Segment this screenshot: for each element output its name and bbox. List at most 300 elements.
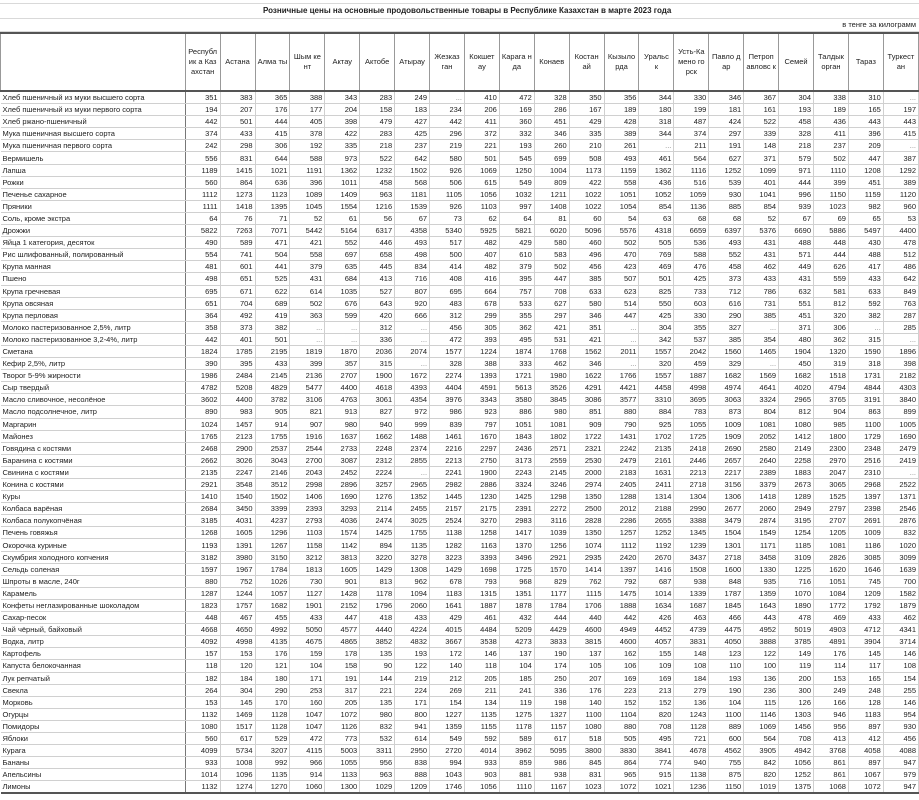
price-cell: 636 (255, 176, 290, 188)
price-cell: 106 (604, 660, 639, 672)
price-cell: 5821 (499, 225, 534, 237)
price-cell: 433 (848, 273, 883, 285)
price-cell: 537 (674, 333, 709, 345)
price-cell: 1276 (360, 491, 395, 503)
price-cell: 913 (325, 406, 360, 418)
price-cell: 249 (814, 684, 849, 696)
price-cell: 507 (604, 273, 639, 285)
price-cell: 145 (848, 648, 883, 660)
price-cell: 1823 (185, 599, 220, 611)
price-cell: 373 (709, 273, 744, 285)
price-cell: 2452 (325, 466, 360, 478)
price-cell: 2720 (430, 745, 465, 757)
price-cell: 1055 (674, 418, 709, 430)
price-cell: 444 (814, 249, 849, 261)
price-cell: 4031 (220, 515, 255, 527)
price-cell: 2195 (255, 345, 290, 357)
price-cell: 1755 (255, 430, 290, 442)
price-cell: 432 (499, 612, 534, 624)
price-cell: 1081 (534, 418, 569, 430)
price-cell: 221 (360, 684, 395, 696)
price-cell: 763 (883, 297, 918, 309)
price-cell: 632 (779, 285, 814, 297)
price-cell: 2182 (883, 370, 918, 382)
price-cell: 115 (744, 696, 779, 708)
price-cell: 1110 (499, 781, 534, 794)
price-cell: 1011 (325, 176, 360, 188)
price-cell: 493 (709, 237, 744, 249)
price-cell: 839 (430, 418, 465, 430)
price-cell: 901 (325, 575, 360, 587)
price-cell: 979 (883, 769, 918, 781)
price-cell: 62 (464, 212, 499, 224)
price-cell: 433 (744, 273, 779, 285)
price-cell: 1171 (744, 539, 779, 551)
price-cell: 821 (290, 406, 325, 418)
price-cell: 65 (848, 212, 883, 224)
price-cell: 633 (569, 285, 604, 297)
price-cell: 1429 (360, 563, 395, 575)
price-cell: 1457 (220, 418, 255, 430)
price-cell: 2012 (604, 503, 639, 515)
price-cell: 863 (848, 406, 883, 418)
price-cell: 2990 (674, 503, 709, 515)
price-cell: 1800 (814, 430, 849, 442)
price-cell: 601 (220, 261, 255, 273)
price-cell: 1502 (255, 491, 290, 503)
price-cell: 2374 (395, 442, 430, 454)
price-cell: 148 (674, 648, 709, 660)
price-cell: 430 (848, 237, 883, 249)
price-cell: 1634 (639, 599, 674, 611)
price-cell: 689 (255, 297, 290, 309)
price-cell: 3065 (814, 479, 849, 491)
price-cell: 184 (674, 672, 709, 684)
product-name: Сельдь соленая (1, 563, 186, 575)
price-cell: 442 (604, 612, 639, 624)
price-cell: 410 (464, 91, 499, 104)
price-cell: 1682 (779, 370, 814, 382)
price-cell: 1056 (779, 757, 814, 769)
price-cell: 930 (883, 720, 918, 732)
price-cell: 2247 (220, 466, 255, 478)
price-cell: 1205 (814, 527, 849, 539)
price-cell: 800 (395, 708, 430, 720)
price-cell: 774 (639, 757, 674, 769)
price-cell: 1094 (395, 587, 430, 599)
price-cell: 4591 (464, 382, 499, 394)
price-cell: 1560 (709, 345, 744, 357)
price-cell: 2474 (360, 515, 395, 527)
table-row (1, 249, 919, 261)
price-cell: 498 (395, 249, 430, 261)
price-cell: 2662 (185, 454, 220, 466)
price-cell: 1111 (185, 200, 220, 212)
price-cell: 1900 (464, 466, 499, 478)
price-cell: 472 (290, 732, 325, 744)
price-cell: 1074 (569, 539, 604, 551)
product-name: Пшено (1, 273, 186, 285)
price-cell: 171 (395, 696, 430, 708)
price-cell: 697 (325, 249, 360, 261)
price-cell: 1916 (290, 430, 325, 442)
price-cell: 1232 (360, 164, 395, 176)
price-cell: 319 (814, 358, 849, 370)
price-cell: 1163 (464, 539, 499, 551)
price-cell: ... (325, 333, 360, 345)
price-cell: 3388 (674, 515, 709, 527)
column-header: Уральс к (639, 33, 674, 91)
price-cell: 985 (814, 418, 849, 430)
product-name: Вермишель (1, 152, 186, 164)
price-cell: 396 (290, 176, 325, 188)
price-cell: 54 (604, 212, 639, 224)
price-cell: 329 (709, 358, 744, 370)
price-cell: 2145 (534, 466, 569, 478)
price-cell: 2793 (290, 515, 325, 527)
price-cell: 2886 (464, 479, 499, 491)
price-cell: 1051 (604, 188, 639, 200)
price-cell: 558 (290, 249, 325, 261)
price-cell: 443 (744, 612, 779, 624)
price-cell: 3223 (430, 551, 465, 563)
price-cell: 328 (779, 128, 814, 140)
price-cell: 194 (185, 104, 220, 116)
price-cell: 2135 (639, 442, 674, 454)
price-cell: 315 (848, 333, 883, 345)
price-cell: 493 (395, 237, 430, 249)
price-cell: 502 (604, 237, 639, 249)
price-cell: 1189 (185, 164, 220, 176)
price-cell: 1167 (534, 781, 569, 794)
price-cell: 218 (360, 140, 395, 152)
price-cell: 1112 (185, 188, 220, 200)
price-cell: 1133 (325, 769, 360, 781)
price-cell: 385 (744, 309, 779, 321)
price-cell: 3813 (325, 551, 360, 563)
price-cell: 954 (883, 708, 918, 720)
price-cell: 1072 (604, 781, 639, 794)
price-cell: 1672 (395, 370, 430, 382)
price-cell: 408 (430, 273, 465, 285)
price-cell: 300 (779, 684, 814, 696)
price-cell: 699 (534, 152, 569, 164)
price-cell: 2826 (814, 551, 849, 563)
price-cell: 5576 (604, 225, 639, 237)
price-cell: 2405 (604, 479, 639, 491)
price-cell: 1425 (499, 491, 534, 503)
price-cell: 373 (220, 321, 255, 333)
price-cell: 923 (464, 406, 499, 418)
price-cell: 644 (255, 152, 290, 164)
product-name: Сахар-песок (1, 612, 186, 624)
price-cell: 1059 (674, 188, 709, 200)
price-cell: 2655 (639, 515, 674, 527)
price-cell: 1375 (779, 781, 814, 794)
price-cell: 623 (604, 285, 639, 297)
price-cell: 1045 (290, 200, 325, 212)
price-cell: 264 (185, 684, 220, 696)
price-cell: 4998 (220, 636, 255, 648)
price-cell: 451 (848, 176, 883, 188)
price-cell: 356 (604, 91, 639, 104)
price-cell: 658 (360, 249, 395, 261)
product-name: Морковь (1, 696, 186, 708)
price-cell: 897 (848, 757, 883, 769)
price-cell: 3526 (534, 382, 569, 394)
price-cell: 4974 (709, 382, 744, 394)
price-cell: 1081 (814, 539, 849, 551)
price-cell: 1416 (639, 563, 674, 575)
product-name: Соль, кроме экстра (1, 212, 186, 224)
price-cell: 462 (883, 612, 918, 624)
price-cell: 320 (814, 309, 849, 321)
price-cell: 2707 (325, 370, 360, 382)
price-cell: 864 (220, 176, 255, 188)
column-header: Талдык орган (814, 33, 849, 91)
price-cell: 71 (255, 212, 290, 224)
price-cell: 3785 (779, 636, 814, 648)
price-cell: 1110 (814, 164, 849, 176)
price-cell: 2530 (569, 454, 604, 466)
price-cell: 505 (639, 237, 674, 249)
price-cell: 378 (290, 128, 325, 140)
price-cell: 1084 (814, 587, 849, 599)
price-cell: 599 (325, 309, 360, 321)
price-cell: 614 (395, 732, 430, 744)
price-cell: 1757 (220, 599, 255, 611)
price-cell: 583 (534, 249, 569, 261)
column-header: Республик а Казахстан (185, 33, 220, 91)
price-cell: 4600 (604, 636, 639, 648)
price-cell: 2183 (604, 466, 639, 478)
price-cell: ... (395, 321, 430, 333)
price-cell: 2677 (709, 503, 744, 515)
price-cell: 52 (744, 212, 779, 224)
price-cell: 502 (290, 297, 325, 309)
price-cell: 4354 (395, 394, 430, 406)
price-cell: 971 (779, 164, 814, 176)
column-header: Кокшет ау (464, 33, 499, 91)
price-cell: 2149 (779, 442, 814, 454)
price-cell: 875 (709, 769, 744, 781)
price-cell: 3830 (604, 745, 639, 757)
price-cell: 1525 (814, 491, 849, 503)
price-cell: 926 (430, 200, 465, 212)
table-row (1, 539, 919, 551)
price-cell: 304 (220, 684, 255, 696)
price-cell: 338 (814, 91, 849, 104)
price-cell: 4237 (255, 515, 290, 527)
price-cell: 1296 (255, 527, 290, 539)
price-cell: ... (395, 333, 430, 345)
price-cell: 762 (569, 575, 604, 587)
price-cell: 502 (814, 152, 849, 164)
price-cell: 137 (499, 648, 534, 660)
price-cell: 1359 (744, 587, 779, 599)
price-cell: 5208 (220, 382, 255, 394)
price-cell: 1397 (604, 563, 639, 575)
price-cell: 536 (674, 237, 709, 249)
price-cell: 1192 (639, 539, 674, 551)
price-cell: 947 (883, 757, 918, 769)
product-name: Рис шлифованный, полированный (1, 249, 186, 261)
price-cell: 2216 (430, 442, 465, 454)
table-row (1, 164, 919, 176)
price-cell: 999 (395, 418, 430, 430)
price-cell: 2874 (744, 515, 779, 527)
price-cell: 3962 (499, 745, 534, 757)
price-cell: 193 (395, 648, 430, 660)
table-row (1, 358, 919, 370)
price-cell: 1408 (534, 200, 569, 212)
price-cell: 1258 (464, 527, 499, 539)
price-cell: 4400 (325, 382, 360, 394)
table-row (1, 225, 919, 237)
price-cell: 1072 (848, 781, 883, 794)
price-cell: 350 (569, 91, 604, 104)
price-cell: 146 (883, 648, 918, 660)
table-row (1, 176, 919, 188)
price-cell: 2982 (430, 479, 465, 491)
price-cell: 938 (674, 575, 709, 587)
price-cell: 1690 (325, 491, 360, 503)
price-cell: 1056 (464, 188, 499, 200)
price-cell: 501 (464, 152, 499, 164)
price-cell: 250 (534, 672, 569, 684)
price-cell: 812 (814, 297, 849, 309)
price-cell: 4135 (255, 636, 290, 648)
price-cell: 930 (709, 188, 744, 200)
price-cell: 1646 (848, 563, 883, 575)
price-cell: 109 (639, 660, 674, 672)
price-cell: 3580 (499, 394, 534, 406)
price-cell: 2983 (499, 515, 534, 527)
price-cell: 532 (360, 732, 395, 744)
price-cell: ... (290, 321, 325, 333)
price-cell: 128 (848, 696, 883, 708)
price-cell: 1173 (569, 164, 604, 176)
price-cell: 81 (534, 212, 569, 224)
price-cell: 2224 (360, 466, 395, 478)
price-cell: 2321 (569, 442, 604, 454)
price-cell: 253 (290, 684, 325, 696)
product-name: Кефир 2,5%, литр (1, 358, 186, 370)
price-cell: 3695 (674, 394, 709, 406)
product-name: Мука пшеничная высшего сорта (1, 128, 186, 140)
price-cell: 136 (674, 696, 709, 708)
price-cell: 1967 (220, 563, 255, 575)
column-header: Туркест ан (883, 33, 918, 91)
price-cell: 972 (395, 406, 430, 418)
price-cell: 436 (814, 116, 849, 128)
price-cell: 3310 (639, 394, 674, 406)
price-cell: 178 (325, 648, 360, 660)
price-cell: 379 (499, 261, 534, 273)
price-cell: ... (290, 333, 325, 345)
table-row (1, 466, 919, 478)
price-cell: 3173 (499, 454, 534, 466)
price-cell: 1080 (779, 418, 814, 430)
price-cell: 1878 (499, 599, 534, 611)
price-cell: 1159 (848, 188, 883, 200)
price-cell: 2310 (848, 466, 883, 478)
price-cell: 1508 (674, 563, 709, 575)
price-cell: 470 (604, 249, 639, 261)
price-cell: 199 (674, 104, 709, 116)
price-cell: 533 (499, 297, 534, 309)
price-cell: 2060 (395, 599, 430, 611)
price-cell: 2042 (674, 345, 709, 357)
price-cell: 1135 (464, 708, 499, 720)
column-header: Кызыло рда (604, 33, 639, 91)
price-cell: 471 (255, 237, 290, 249)
price-cell: 260 (534, 140, 569, 152)
price-cell: ... (744, 321, 779, 333)
price-cell: 3815 (569, 636, 604, 648)
price-cell: 3207 (255, 745, 290, 757)
price-cell: 2684 (185, 503, 220, 515)
price-cell: 476 (674, 261, 709, 273)
price-cell: 4099 (185, 745, 220, 757)
price-cell: 986 (534, 757, 569, 769)
price-cell: 3765 (814, 394, 849, 406)
price-cell: 398 (883, 358, 918, 370)
price-cell: 118 (464, 660, 499, 672)
price-cell: 920 (395, 297, 430, 309)
price-cell: 1104 (604, 708, 639, 720)
table-row (1, 648, 919, 660)
table-row (1, 612, 919, 624)
price-cell: 1157 (534, 720, 569, 732)
price-cell: 627 (534, 297, 569, 309)
price-cell: 1005 (883, 418, 918, 430)
price-cell: 306 (814, 321, 849, 333)
price-cell: 2175 (464, 503, 499, 515)
price-cell: 643 (360, 297, 395, 309)
table-row (1, 732, 919, 744)
price-cell: 2161 (639, 454, 674, 466)
price-cell: 1068 (814, 781, 849, 794)
price-cell: 3185 (185, 515, 220, 527)
price-cell: 1909 (709, 430, 744, 442)
price-cell: 312 (430, 309, 465, 321)
price-cell: 861 (814, 757, 849, 769)
price-cell: 2036 (360, 345, 395, 357)
header-row (1, 33, 919, 91)
price-cell: 616 (709, 297, 744, 309)
price-cell: 2114 (360, 503, 395, 515)
price-cell: 3106 (290, 394, 325, 406)
price-cell: 1350 (569, 491, 604, 503)
price-cell: 425 (674, 273, 709, 285)
price-cell: 1729 (848, 430, 883, 442)
price-cell: ... (395, 466, 430, 478)
price-cell: 531 (534, 333, 569, 345)
price-cell: 351 (185, 91, 220, 104)
price-cell: 411 (464, 116, 499, 128)
price-cell: 1115 (569, 587, 604, 599)
price-cell: 556 (185, 152, 220, 164)
product-name: Апельсины (1, 769, 186, 781)
price-cell: 1371 (883, 491, 918, 503)
price-cell: 1022 (569, 200, 604, 212)
price-cell: 3831 (674, 636, 709, 648)
price-cell: 425 (639, 309, 674, 321)
price-cell: 365 (255, 91, 290, 104)
price-cell: 914 (255, 418, 290, 430)
price-cell: 399 (290, 358, 325, 370)
